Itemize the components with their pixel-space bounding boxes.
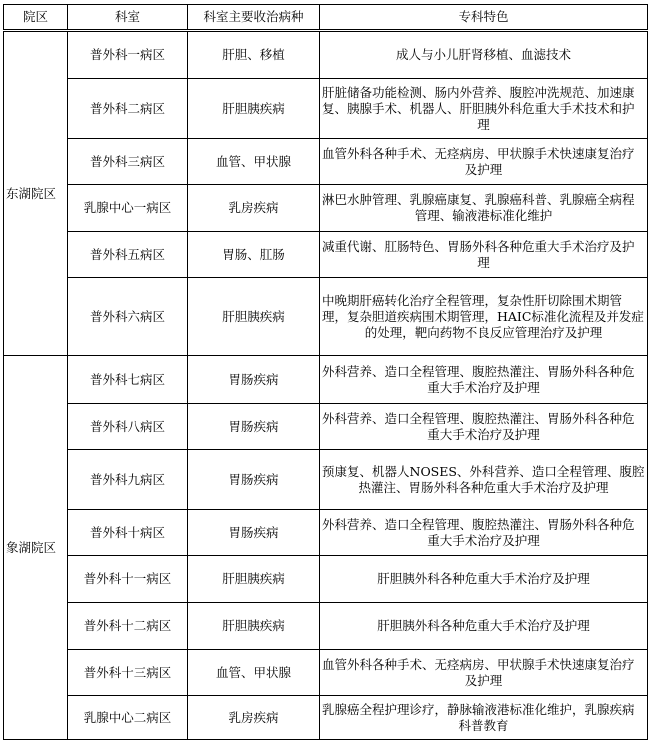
table-header-row [4, 5, 648, 31]
department-cell: 普外科十一病区 [68, 556, 188, 603]
table-row [4, 185, 648, 232]
specialty-cell: 肝脏储备功能检测、肠内外营养、腹腔冲洗规范、加速康复、胰腺手术、机器人、肝胆胰外科危重大手术技术和护理 [320, 79, 648, 139]
specialty-cell: 乳腺癌全程护理诊疗，静脉输液港标准化维护，乳腺疾病科普教育 [320, 696, 648, 740]
table-row [4, 510, 648, 556]
department-cell: 乳腺中心一病区 [68, 185, 188, 232]
table-row [4, 232, 648, 278]
table-row [4, 603, 648, 650]
diseases-cell: 肝胆、移植 [188, 31, 320, 79]
header-department: 科室 [68, 5, 188, 31]
diseases-cell: 胃肠、肛肠 [188, 232, 320, 278]
specialty-cell: 外科营养、造口全程管理、腹腔热灌注、胃肠外科各种危重大手术治疗及护理 [320, 404, 648, 450]
specialty-cell: 中晚期肝癌转化治疗全程管理，复杂性肝切除围术期管理，复杂胆道疾病围术期管理，HAIC标准化流程及并发症的处理，靶向药物不良反应管理治疗及护理 [320, 278, 648, 356]
specialty-cell: 淋巴水肿管理、乳腺癌康复、乳腺癌科普、乳腺癌全病程管理、输液港标准化维护 [320, 185, 648, 232]
table-row [4, 556, 648, 603]
department-cell: 普外科二病区 [68, 79, 188, 139]
department-cell: 普外科五病区 [68, 232, 188, 278]
header-diseases: 科室主要收治病种 [188, 5, 320, 31]
table-row [4, 696, 648, 740]
department-cell: 普外科八病区 [68, 404, 188, 450]
header-specialty: 专科特色 [320, 5, 648, 31]
department-cell: 普外科一病区 [68, 31, 188, 79]
diseases-cell: 胃肠疾病 [188, 356, 320, 404]
diseases-cell: 血管、甲状腺 [188, 139, 320, 185]
specialty-cell: 成人与小儿肝肾移植、血滤技术 [320, 31, 648, 79]
department-cell: 普外科六病区 [68, 278, 188, 356]
department-cell: 普外科十二病区 [68, 603, 188, 650]
diseases-cell: 乳房疾病 [188, 696, 320, 740]
table-row [4, 650, 648, 696]
specialty-cell: 肝胆胰外科各种危重大手术治疗及护理 [320, 603, 648, 650]
specialty-cell: 预康复、机器人NOSES、外科营养、造口全程管理、腹腔热灌注、胃肠外科各种危重大手术治疗及护理 [320, 450, 648, 510]
table-row [4, 139, 648, 185]
table-row [4, 79, 648, 139]
diseases-cell: 肝胆胰疾病 [188, 278, 320, 356]
campus-cell-donghu: 东湖院区 [4, 31, 68, 356]
header-campus: 院区 [4, 5, 68, 31]
department-cell: 乳腺中心二病区 [68, 696, 188, 740]
diseases-cell: 胃肠疾病 [188, 404, 320, 450]
specialty-cell: 血管外科各种手术、无痉病房、甲状腺手术快速康复治疗及护理 [320, 650, 648, 696]
table-row [4, 31, 648, 79]
diseases-cell: 血管、甲状腺 [188, 650, 320, 696]
table-row [4, 450, 648, 510]
specialty-cell: 外科营养、造口全程管理、腹腔热灌注、胃肠外科各种危重大手术治疗及护理 [320, 356, 648, 404]
table-row [4, 278, 648, 356]
diseases-cell: 肝胆胰疾病 [188, 556, 320, 603]
department-cell: 普外科十病区 [68, 510, 188, 556]
specialty-cell: 血管外科各种手术、无痉病房、甲状腺手术快速康复治疗及护理 [320, 139, 648, 185]
campus-cell-xianghu: 象湖院区 [4, 356, 68, 740]
diseases-cell: 肝胆胰疾病 [188, 79, 320, 139]
diseases-cell: 胃肠疾病 [188, 450, 320, 510]
specialty-cell: 肝胆胰外科各种危重大手术治疗及护理 [320, 556, 648, 603]
department-cell: 普外科七病区 [68, 356, 188, 404]
department-table [3, 4, 648, 740]
specialty-cell: 减重代谢、肛肠特色、胃肠外科各种危重大手术治疗及护理 [320, 232, 648, 278]
department-cell: 普外科三病区 [68, 139, 188, 185]
diseases-cell: 肝胆胰疾病 [188, 603, 320, 650]
department-cell: 普外科十三病区 [68, 650, 188, 696]
diseases-cell: 胃肠疾病 [188, 510, 320, 556]
table-row [4, 356, 648, 404]
diseases-cell: 乳房疾病 [188, 185, 320, 232]
table-row [4, 404, 648, 450]
specialty-cell: 外科营养、造口全程管理、腹腔热灌注、胃肠外科各种危重大手术治疗及护理 [320, 510, 648, 556]
department-cell: 普外科九病区 [68, 450, 188, 510]
